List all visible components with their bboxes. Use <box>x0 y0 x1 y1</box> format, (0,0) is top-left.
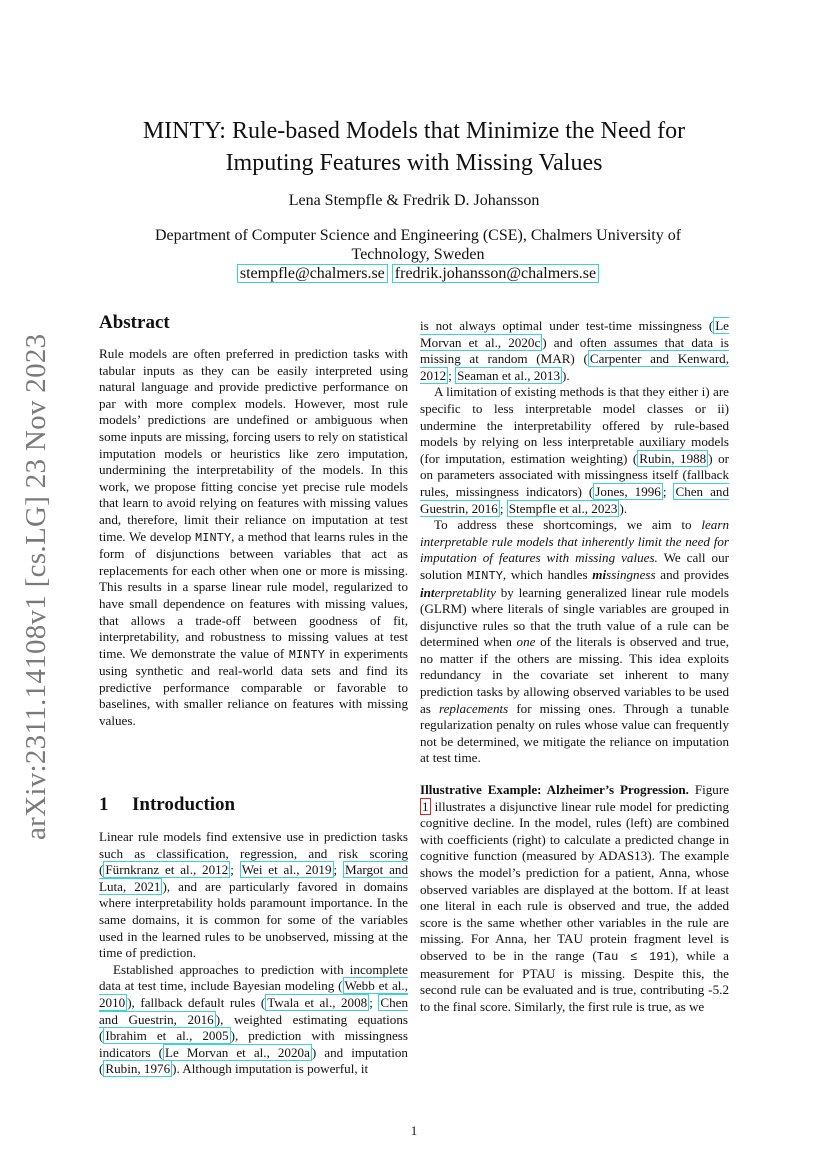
tau-code: Tau ≤ 191 <box>596 949 671 964</box>
citation-link[interactable]: Seaman et al., 2013 <box>457 367 561 383</box>
abstract-paragraph: Rule models are often preferred in prediction tasks with tabular inputs as they can be easily interpreted using natural language and provide predictive performance on par with more complex models. However, most rule models’ predictions are undefined or ambiguous when some inputs are missing, forcing users to rely on statistical imputation models or heuristics like zero imputation, undermining the interpretability of the models. In this work, we propose fitting concise yet precise rule models that learn to avoid relying on features with missing values and, therefore, limit their reliance on imputation at test time. We develop MINTY, a method that learns rules in the form of disjunctions between variables that act as replacements for each other when one or more is missing. This results in a sparse linear rule model, regularized to have small dependence on features with missing values, that allows a trade-off between goodness of fit, interpretability, and robustness to missing values at test time. We demonstrate the value of MINTY in experiments using synthetic and real-world data sets and find its predictive performance comparable or favorable to baselines, with smaller reliance on features with missing values. <box>99 346 408 729</box>
citation-link[interactable]: Twala et al., 2008 <box>267 994 368 1010</box>
citation-link[interactable]: Rubin, 1988 <box>639 450 707 466</box>
illustrative-example-paragraph: Illustrative Example: Alzheimer’s Progression. Figure 1 illustrates a disjunctive linear rule model for predicting cognitive decline. In the model, rules (left) are combined with coefficients (right) to calculate a predicted change in cognitive function (measured by ADAS13). The example shows the model’s prediction for a patient, Anna, whose observed variables are displayed at the bottom. If at least one literal in each rule is observed and true, the added score is the same whether other variables in the rule are missing. For Anna, her TAU protein fragment level is observed to be in the range (Tau ≤ 191), while a measurement for PTAU is missing. Despite this, the second rule can be evaluated and is true, contributing -5.2 to the final score. Similarly, the first rule is true, as we <box>420 782 730 1014</box>
citation-link[interactable]: Wei et al., 2019 <box>241 862 332 878</box>
section-number: 1 <box>99 794 109 815</box>
title-line-2: Imputing Features with Missing Values <box>225 150 603 176</box>
citation-link[interactable]: Le Morvan et al., 2020a <box>165 1044 310 1060</box>
citation-link[interactable]: Fürnkranz et al., 2012 <box>105 862 229 878</box>
right-paragraph-2: A limitation of existing methods is that they either i) are specific to less interpretable model classes or ii) undermine the interpretability offered by rule-based models by relying on less interpretable auxiliary models (for imputation, estimation weighting) ( Rubin, 1988 ) or on parameters associated with missingness itself (fallback rules, missingness indicators) ( Jones, 1996 ; Chen and Guestrin, 2016 ; Stempfle et al., 2023 ). <box>420 384 729 516</box>
paragraph-heading: Illustrative Example: Alzheimer’s Progression. <box>420 782 689 798</box>
intro-paragraph-2: Established approaches to prediction with incomplete data at test time, include Bayesian modeling ( Webb et al., 2010 ), fallback default rules ( Twala et al., 2008 ; Chen and Guestrin, 2016 ), weighted estimating equations ( Ibrahim et al., 2005 ), prediction with missingness indicators ( Le Morvan et al., 2020a ) and imputation ( Rubin, 1976 ). Although imputation is powerful, it <box>99 961 408 1077</box>
citation-link[interactable]: Rubin, 1976 <box>105 1061 171 1077</box>
affiliation: Department of Computer Science and Engineering (CSE), Chalmers University of Technology, Sweden <box>154 227 682 263</box>
citation-link[interactable]: Le Morvan et al., 2020c <box>420 318 729 350</box>
citation-link[interactable]: Margot and Luta, 2021 <box>99 862 408 894</box>
authors: Lena Stempfle & Fredrik D. Johansson <box>288 192 540 209</box>
title-line-1: MINTY: Rule-based Models that Minimize the Need for <box>142 118 686 144</box>
citation-link[interactable]: Carpenter and Kenward, 2012 <box>420 351 729 383</box>
intro-heading <box>99 794 235 816</box>
arxiv-identifier: arXiv:2311.14108v1 [cs.LG] 23 Nov 2023 <box>20 333 52 840</box>
page-number: 1 <box>410 1123 418 1138</box>
intro-column <box>99 829 408 1078</box>
right-column <box>420 318 729 1015</box>
emails <box>118 264 718 283</box>
citation-link[interactable]: Chen and Guestrin, 2016 <box>420 483 729 516</box>
abstract-heading: Abstract <box>99 312 170 333</box>
section-title: Introduction <box>132 794 236 815</box>
minty-code: MINTY <box>195 530 232 545</box>
minty-code: MINTY <box>288 647 325 662</box>
email-link-1[interactable]: stempfle@chalmers.se <box>237 264 388 283</box>
email-link-2[interactable]: fredrik.johansson@chalmers.se <box>392 264 599 283</box>
affiliation-block <box>118 226 718 283</box>
citation-link[interactable]: Stempfle et al., 2023 <box>508 500 618 516</box>
right-paragraph-1: is not always optimal under test-time missingness ( Le Morvan et al., 2020c ) and often assumes that data is missing at random (MAR) ( Carpenter and Kenward, 2012 ; Seaman et al., 2013 ). <box>420 318 729 383</box>
citation-link[interactable]: Ibrahim et al., 2005 <box>105 1028 229 1044</box>
figure-ref-link[interactable]: 1 <box>422 798 429 814</box>
citation-link[interactable]: Webb et al., 2010 <box>99 978 408 1010</box>
minty-code: MINTY <box>466 568 503 583</box>
left-column <box>99 346 408 730</box>
paper-title <box>0 115 828 179</box>
intro-paragraph-1: Linear rule models find extensive use in prediction tasks such as classification, regression, and risk scoring ( Fürnkranz et al., 2012 ; Wei et al., 2019 ; Margot and Luta, 2021 ), and are particularly favored in domains where interpretability holds paramount importance. In the same domains, it is common for some of the variables used in the learned rules to be unobserved, missing at the time of prediction. <box>99 829 408 961</box>
citation-link[interactable]: Chen and Guestrin, 2016 <box>99 994 408 1027</box>
citation-link[interactable]: Jones, 1996 <box>595 483 661 499</box>
right-paragraph-3: To address these shortcomings, we aim to learn interpretable rule models that inherently limit the need for imputation of features with missing values. We call our solution MINTY, which handles missingness and provides interpretablity by learning generalized linear rule models (GLRM) where literals of single variables are grouped in disjunctive rules so that the truth value of a rule can be determined when one of the literals is observed and true, no matter if the others are missing. This idea exploits redundancy in the covariate set inherent to many prediction tasks by allowing observed variables to be used as replacements for missing ones. Through a tunable regularization penalty on rules whose value can frequently not be determined, we mitigate the reliance on imputation at test time. <box>420 517 730 766</box>
